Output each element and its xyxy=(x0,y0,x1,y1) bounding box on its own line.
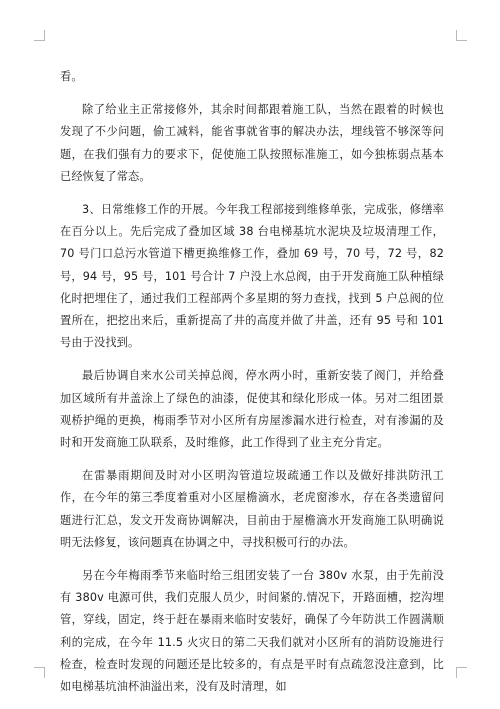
paragraph-water-pump: 另在今年梅雨季节来临时给三组团安装了一台 380v 水泵，由于先前没有 380v 电源可供，我们克服人员少，时间紧的.情况下，开路面槽，挖沟埋管，穿线，固定，终于赶在暴雨来临时安装好，确保了今年防洪工作圆满顺利的完成，在今年 11.5 火灾日的第二天我们就对小区所有的消防设施进行检查，检查时发现的问题还是比较多的，有点是平时有点疏忽没注意到，比如电梯基坑油杯油溢出来，没有及时清理，如 xyxy=(60,569,444,694)
crop-mark-top-left xyxy=(34,30,45,41)
paragraph-supervision: 除了给业主正常接修外，其余时间都跟着施工队，当然在跟着的时候也发现了不少问题，偷工减料，能省事就省事的解决办法，埋线管不够深等问题，在我们强有力的要求下，促使施工队按照标准施工，如今独栋弱点基本已经恢复了常态。 xyxy=(60,103,444,183)
paragraph-flood-prevention: 在雷暴雨期间及时对小区明沟管道垃圾疏通工作以及做好排洪防汛工作，在今年的第三季度着重对小区屋檐滴水，老虎窗渗水，存在各类遗留问题进行汇总，发文开发商协调解决，目前由于屋檐滴水开发商施工队明确说明无法修复，该问题真在协调之中，寻找积极可行的办法。 xyxy=(60,469,444,549)
crop-mark-bottom-left xyxy=(34,667,45,678)
document-body xyxy=(60,66,444,709)
crop-mark-bottom-right xyxy=(456,667,467,678)
paragraph-continuation: 看。 xyxy=(60,70,83,83)
paragraph-daily-maintenance: 3、日常维修工作的开展。今年我工程部接到维修单张，完成张，修缮率在百分以上。先后完成了叠加区域 38 台电梯基坑水泥块及垃圾清理工作，70 号门口总污水管道下槽更换维修工作，叠加 69 号，70 号，72 号，82 号，94 号，95 号，101 号合计 7 户没上水总阀，由于开发商施工队种植绿化时把埋住了，通过我们工程部两个多星期的努力查找，找到 5 户总阀的位置所在，把挖出来后，重新提高了井的高度并做了井盖，还有 95 号和 101 号由于没找到。 xyxy=(60,203,444,350)
crop-mark-top-right xyxy=(456,30,467,41)
paragraph-water-valve: 最后协调自来水公司关掉总阀，停水两小时，重新安装了阀门，并给叠加区域所有井盖涂上了绿色的油漆，促使其和绿化形成一体。另对二组团景观桥护绳的更换，梅雨季节对小区所有房屋渗漏水进行检查，对有渗漏的及时和开发商施工队联系，及时维修，此工作得到了业主充分肯定。 xyxy=(60,369,444,450)
